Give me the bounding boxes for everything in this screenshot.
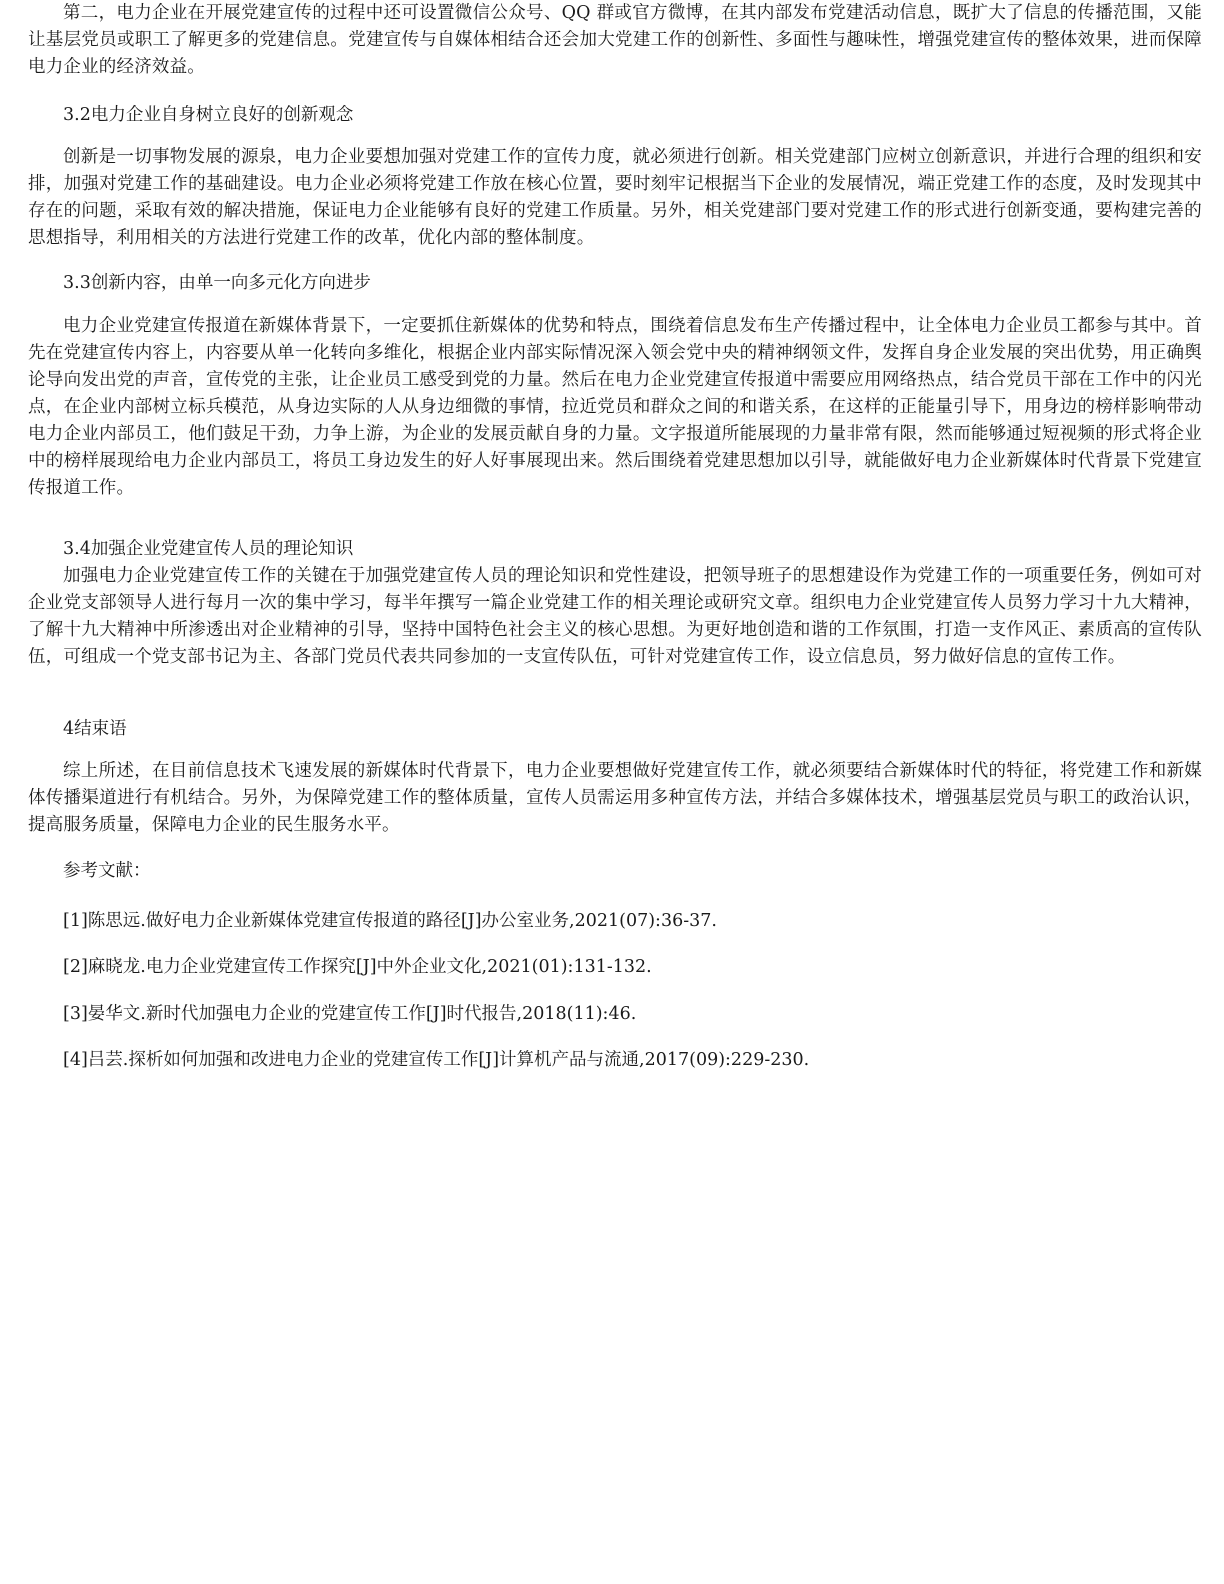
section-heading-3-3: 3.3创新内容，由单一向多元化方向进步: [63, 273, 371, 293]
intro-paragraph: 第二，电力企业在开展党建宣传的过程中还可设置微信公众号、QQ 群或官方微博，在其内部发布党建活动信息，既扩大了信息的传播范围，又能让基层党员或职工了解更多的党建信息。党建宣传与自媒体相结合还会加大党建工作的创新性、多面性与趣味性，增强党建宣传的整体效果，进而保障电力企业的经济效益。: [28, 3, 1202, 77]
section-heading-3-2: 3.2电力企业自身树立良好的创新观念: [63, 105, 354, 125]
section-paragraph-4: 综上所述，在目前信息技术飞速发展的新媒体时代背景下，电力企业要想做好党建宣传工作，就必须要结合新媒体时代的特征，将党建工作和新媒体传播渠道进行有机结合。另外，为保障党建工作的整体质量，宣传人员需运用多种宣传方法，并结合多媒体技术，增强基层党员与职工的政治认识，提高服务质量，保障电力企业的民生服务水平。: [28, 761, 1202, 835]
section-paragraph-3-2: 创新是一切事物发展的源泉，电力企业要想加强对党建工作的宣传力度，就必须进行创新。相关党建部门应树立创新意识，并进行合理的组织和安排，加强对党建工作的基础建设。电力企业必须将党建工作放在核心位置，要时刻牢记根据当下企业的发展情况，端正党建工作的态度，及时发现其中存在的问题，采取有效的解决措施，保证电力企业能够有良好的党建工作质量。另外，相关党建部门要对党建工作的形式进行创新变通，要构建完善的思想指导，利用相关的方法进行党建工作的改革，优化内部的整体制度。: [28, 147, 1202, 248]
reference-item: [4]吕芸.探析如何加强和改进电力企业的党建宣传工作[J]计算机产品与流通,2017(09):229-230.: [63, 1050, 810, 1070]
section-heading-3-4: 3.4加强企业党建宣传人员的理论知识: [63, 539, 354, 559]
reference-item: [2]麻晓龙.电力企业党建宣传工作探究[J]中外企业文化,2021(01):131-132.: [63, 957, 652, 977]
section-heading-4: 4结束语: [63, 719, 127, 739]
references-heading: 参考文献：: [63, 861, 151, 881]
section-paragraph-3-3: 电力企业党建宣传报道在新媒体背景下，一定要抓住新媒体的优势和特点，围绕着信息发布生产传播过程中，让全体电力企业员工都参与其中。首先在党建宣传内容上，内容要从单一化转向多维化，根据企业内部实际情况深入领会党中央的精神纲领文件，发挥自身企业发展的突出优势，用正确舆论导向发出党的声音，宣传党的主张，让企业员工感受到党的力量。然后在电力企业党建宣传报道中需要应用网络热点，结合党员干部在工作中的闪光点，在企业内部树立标兵模范，从身边实际的人从身边细微的事情，拉近党员和群众之间的和谐关系，在这样的正能量引导下，用身边的榜样影响带动电力企业内部员工，他们鼓足干劲，力争上游，为企业的发展贡献自身的力量。文字报道所能展现的力量非常有限，然而能够通过短视频的形式将企业中的榜样展现给电力企业内部员工，将员工身边发生的好人好事展现出来。然后围绕着党建思想加以引导，就能做好电力企业新媒体时代背景下党建宣传报道工作。: [28, 316, 1202, 498]
reference-item: [1]陈思远.做好电力企业新媒体党建宣传报道的路径[J]办公室业务,2021(07):36-37.: [63, 911, 717, 931]
reference-item: [3]晏华文.新时代加强电力企业的党建宣传工作[J]时代报告,2018(11):46.: [63, 1004, 637, 1024]
section-paragraph-3-4: 加强电力企业党建宣传工作的关键在于加强党建宣传人员的理论知识和党性建设，把领导班子的思想建设作为党建工作的一项重要任务，例如可对企业党支部领导人进行每月一次的集中学习，每半年撰写一篇企业党建工作的相关理论或研究文章。组织电力企业党建宣传人员努力学习十九大精神，了解十九大精神中所渗透出对企业精神的引导，坚持中国特色社会主义的核心思想。为更好地创造和谐的工作氛围，打造一支作风正、素质高的宣传队伍，可组成一个党支部书记为主、各部门党员代表共同参加的一支宣传队伍，可针对党建宣传工作，设立信息员，努力做好信息的宣传工作。: [28, 566, 1202, 667]
